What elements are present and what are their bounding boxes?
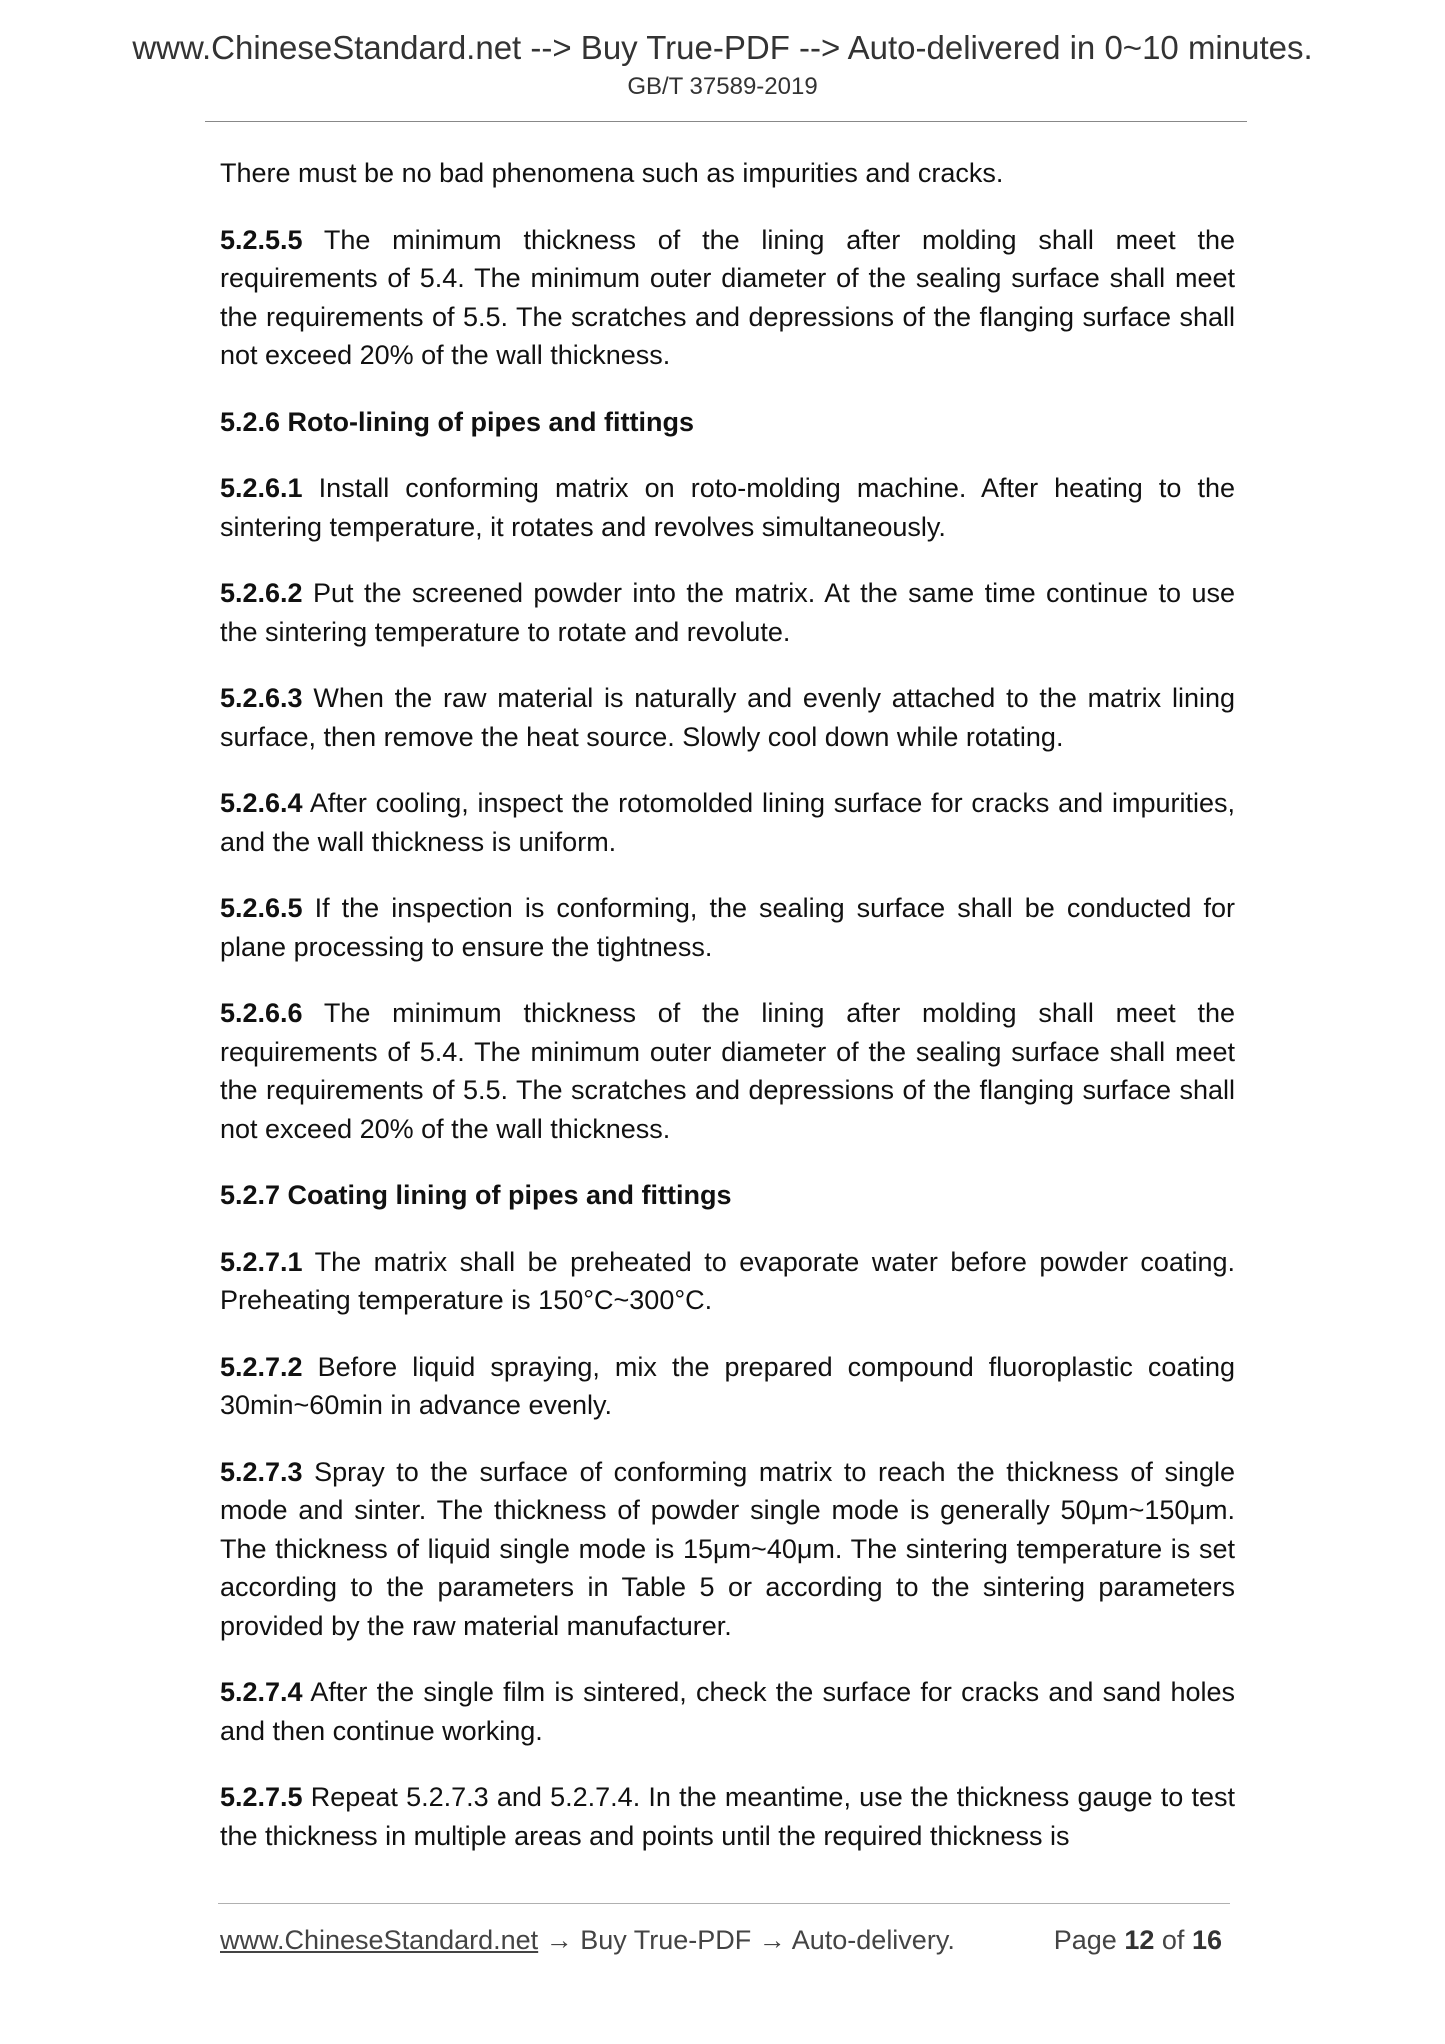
clause-text: Before liquid spraying, mix the prepared compound fluoroplastic coating 30min~60min in advance evenly. [220,1351,1235,1420]
clause-text: The minimum thickness of the lining after molding shall meet the requirements of 5.4. The minimum outer diameter of the sealing surface shall meet the requirements of 5.5. The scratches and depressions of the flanging surface shall not exceed 20% of the wall thickness. [220,224,1235,370]
clause-5-2-6-5 [220,889,1235,966]
document-body [220,154,1235,1855]
clause-text: The minimum thickness of the lining after molding shall meet the requirements of 5.4. The minimum outer diameter of the sealing surface shall meet the requirements of 5.5. The scratches and depressions of the flanging surface shall not exceed 20% of the wall thickness. [220,998,1235,1144]
clause-5-2-7-1 [220,1243,1235,1320]
clause-text: After cooling, inspect the rotomolded lining surface for cracks and impurities, and the wall thickness is uniform. [220,788,1235,857]
footer-promo [220,1922,955,1958]
clause-5-2-5-5 [220,221,1235,375]
footer-site-link[interactable]: www.ChineseStandard.net [220,1925,539,1955]
clause-number: 5.2.6.4 [220,788,303,818]
clause-number: 5.2.7.2 [220,1351,303,1382]
clause-number: 5.2.6.3 [220,683,303,713]
clause-5-2-7-4 [220,1673,1235,1750]
footer-tagline: → Buy True-PDF → Auto-delivery. [538,1925,955,1955]
header-divider [205,121,1247,122]
clause-5-2-6-1 [220,469,1235,546]
clause-number: 5.2.7.1 [220,1246,303,1277]
page-label: Page [1053,1925,1117,1955]
clause-number: 5.2.7.4 [220,1677,303,1707]
standard-code: GB/T 37589-2019 [627,73,818,100]
section-heading-5-2-6: 5.2.6 Roto-lining of pipes and fittings [220,406,694,437]
intro-paragraph: There must be no bad phenomena such as impurities and cracks. [220,158,1004,188]
page-counter [1054,1922,1222,1958]
clause-5-2-6-2 [220,574,1235,651]
clause-text: When the raw material is naturally and evenly attached to the matrix lining surface, then remove the heat source. Slowly cool down while rotating. [220,683,1235,752]
clause-text: The matrix shall be preheated to evaporate water before powder coating. Preheating temperature is 150°C~300°C. [220,1246,1235,1315]
clause-number: 5.2.7.3 [220,1456,303,1487]
clause-5-2-7-3 [220,1453,1235,1646]
section-heading-5-2-7: 5.2.7 Coating lining of pipes and fittings [220,1180,732,1210]
clause-text: Repeat 5.2.7.3 and 5.2.7.4. In the meantime, use the thickness gauge to test the thickness in multiple areas and points until the required thickness is [220,1782,1235,1851]
clause-5-2-6-3 [220,679,1235,756]
footer-divider [218,1903,1230,1904]
clause-5-2-6-6 [220,994,1235,1148]
page-current: 12 [1124,1925,1155,1955]
clause-number: 5.2.6.6 [220,998,303,1028]
clause-text: Spray to the surface of conforming matrix to reach the thickness of single mode and sinter. The thickness of powder single mode is generally 50μm~150μm. The thickness of liquid single mode is 15μm~40μm. The sintering temperature is set according to the parameters in Table 5 or according to the sintering parameters provided by the raw material manufacturer. [220,1456,1235,1641]
clause-5-2-7-5 [220,1778,1235,1855]
clause-number: 5.2.5.5 [220,224,303,255]
clause-number: 5.2.6.1 [220,473,303,503]
clause-text: After the single film is sintered, check the surface for cracks and sand holes and then continue working. [220,1677,1235,1746]
page-total: 16 [1191,1925,1222,1955]
clause-5-2-7-2 [220,1348,1235,1425]
clause-text: If the inspection is conforming, the sealing surface shall be conducted for plane processing to ensure the tightness. [220,893,1235,962]
clause-number: 5.2.6.5 [220,893,303,923]
site-banner: www.ChineseStandard.net --> Buy True-PDF --> Auto-delivered in 0~10 minutes. [132,29,1313,66]
clause-text: Install conforming matrix on roto-molding machine. After heating to the sintering temperature, it rotates and revolves simultaneously. [220,473,1235,542]
clause-number: 5.2.6.2 [220,578,303,608]
clause-text: Put the screened powder into the matrix. At the same time continue to use the sintering temperature to rotate and revolute. [220,578,1235,647]
clause-number: 5.2.7.5 [220,1782,303,1812]
clause-5-2-6-4 [220,784,1235,861]
of-label: of [1161,1925,1185,1955]
page-footer [220,1922,1230,1958]
